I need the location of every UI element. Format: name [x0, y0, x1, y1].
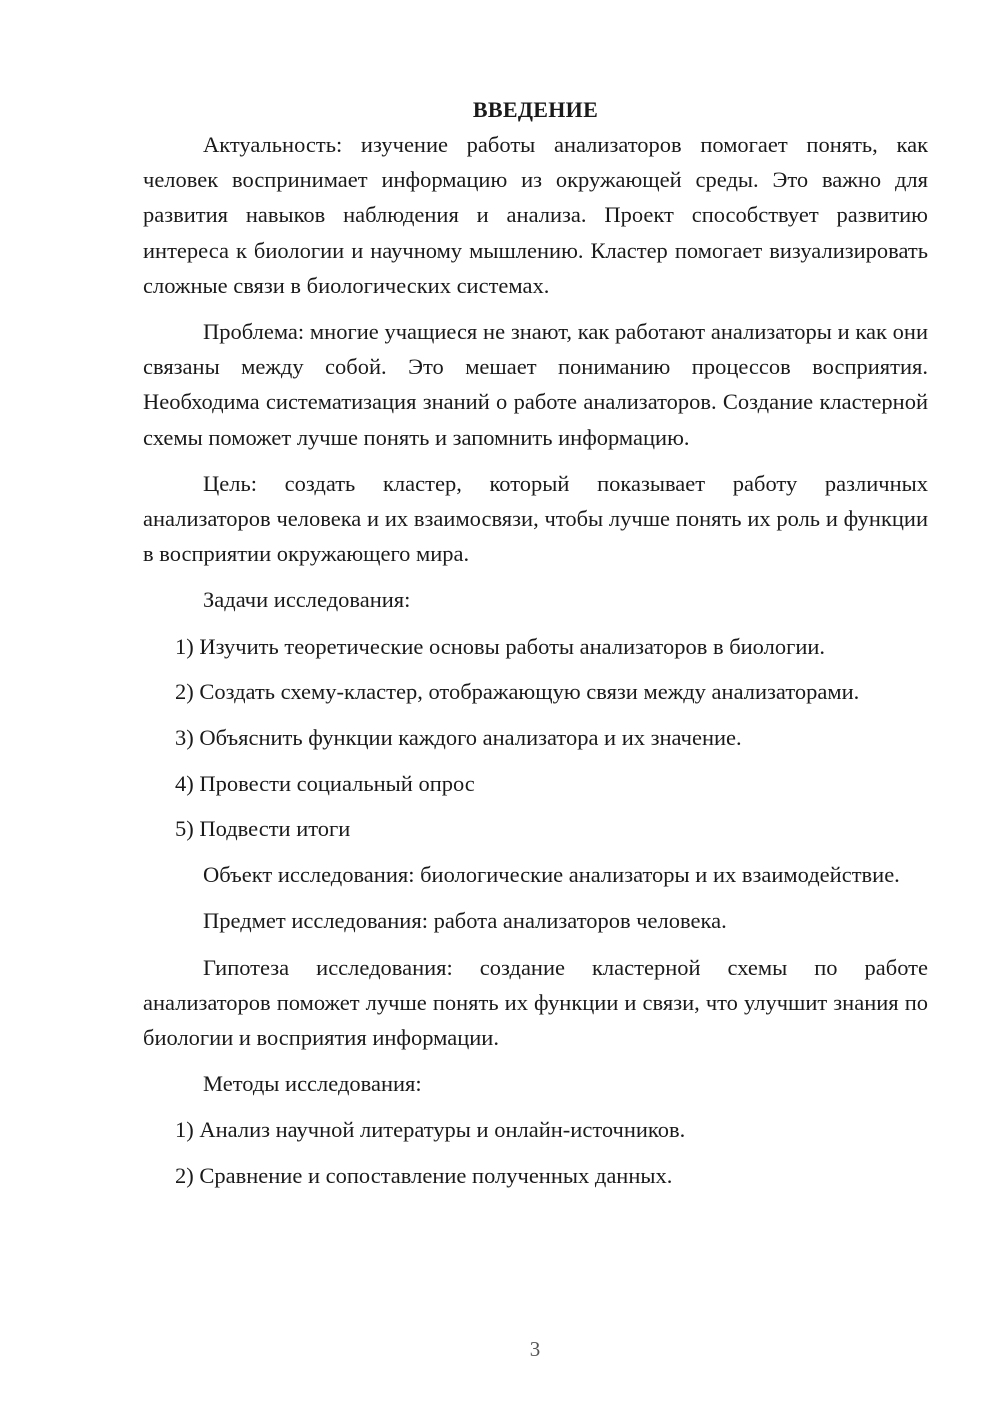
relevance-paragraph: Актуальность: изучение работы анализаторов помогает понять, как человек воспринимает информацию из окружающей среды. Это важно для развития навыков наблюдения и анализа. Проект способствует развитию интереса к биологии и научному мышлению. Кластер помогает визуализировать сложные связи в биологических системах. [143, 132, 928, 298]
methods-heading: Методы исследования: [203, 1071, 422, 1097]
document-page [143, 92, 928, 1204]
section-title: ВВЕДЕНИЕ [472, 97, 599, 122]
task-item: 4) Провести социальный опрос [175, 770, 475, 796]
goal-paragraph: Цель: создать кластер, который показывает работу различных анализаторов человека и их взаимосвязи, чтобы лучше понять их роль и функции в восприятии окружающего мира. [143, 470, 928, 567]
problem-paragraph: Проблема: многие учащиеся не знают, как работают анализаторы и как они связаны между собой. Это мешает пониманию процессов восприятия. Необходима систематизация знаний о работе анализаторов. Создание кластерной схемы поможет лучше понять и запомнить информацию. [143, 319, 928, 450]
method-item: 1) Анализ научной литературы и онлайн-источников. [175, 1117, 686, 1143]
task-item: 3) Объяснить функции каждого анализатора и их значение. [175, 725, 742, 751]
hypothesis-paragraph: Гипотеза исследования: создание кластерной схемы по работе анализаторов поможет лучше понять их функции и связи, что улучшит знания по биологии и восприятия информации. [143, 954, 928, 1050]
object-paragraph: Объект исследования: биологические анализаторы и их взаимодействие. [203, 862, 900, 888]
task-item: 1) Изучить теоретические основы работы анализаторов в биологии. [175, 633, 826, 659]
task-item: 5) Подвести итоги [175, 816, 351, 842]
task-item: 2) Создать схему-кластер, отображающую связи между анализаторами. [175, 679, 860, 705]
tasks-heading: Задачи исследования: [203, 587, 411, 613]
page-number: 3 [529, 1337, 541, 1361]
subject-paragraph: Предмет исследования: работа анализаторов человека. [203, 908, 727, 934]
method-item: 2) Сравнение и сопоставление полученных данных. [175, 1163, 673, 1189]
